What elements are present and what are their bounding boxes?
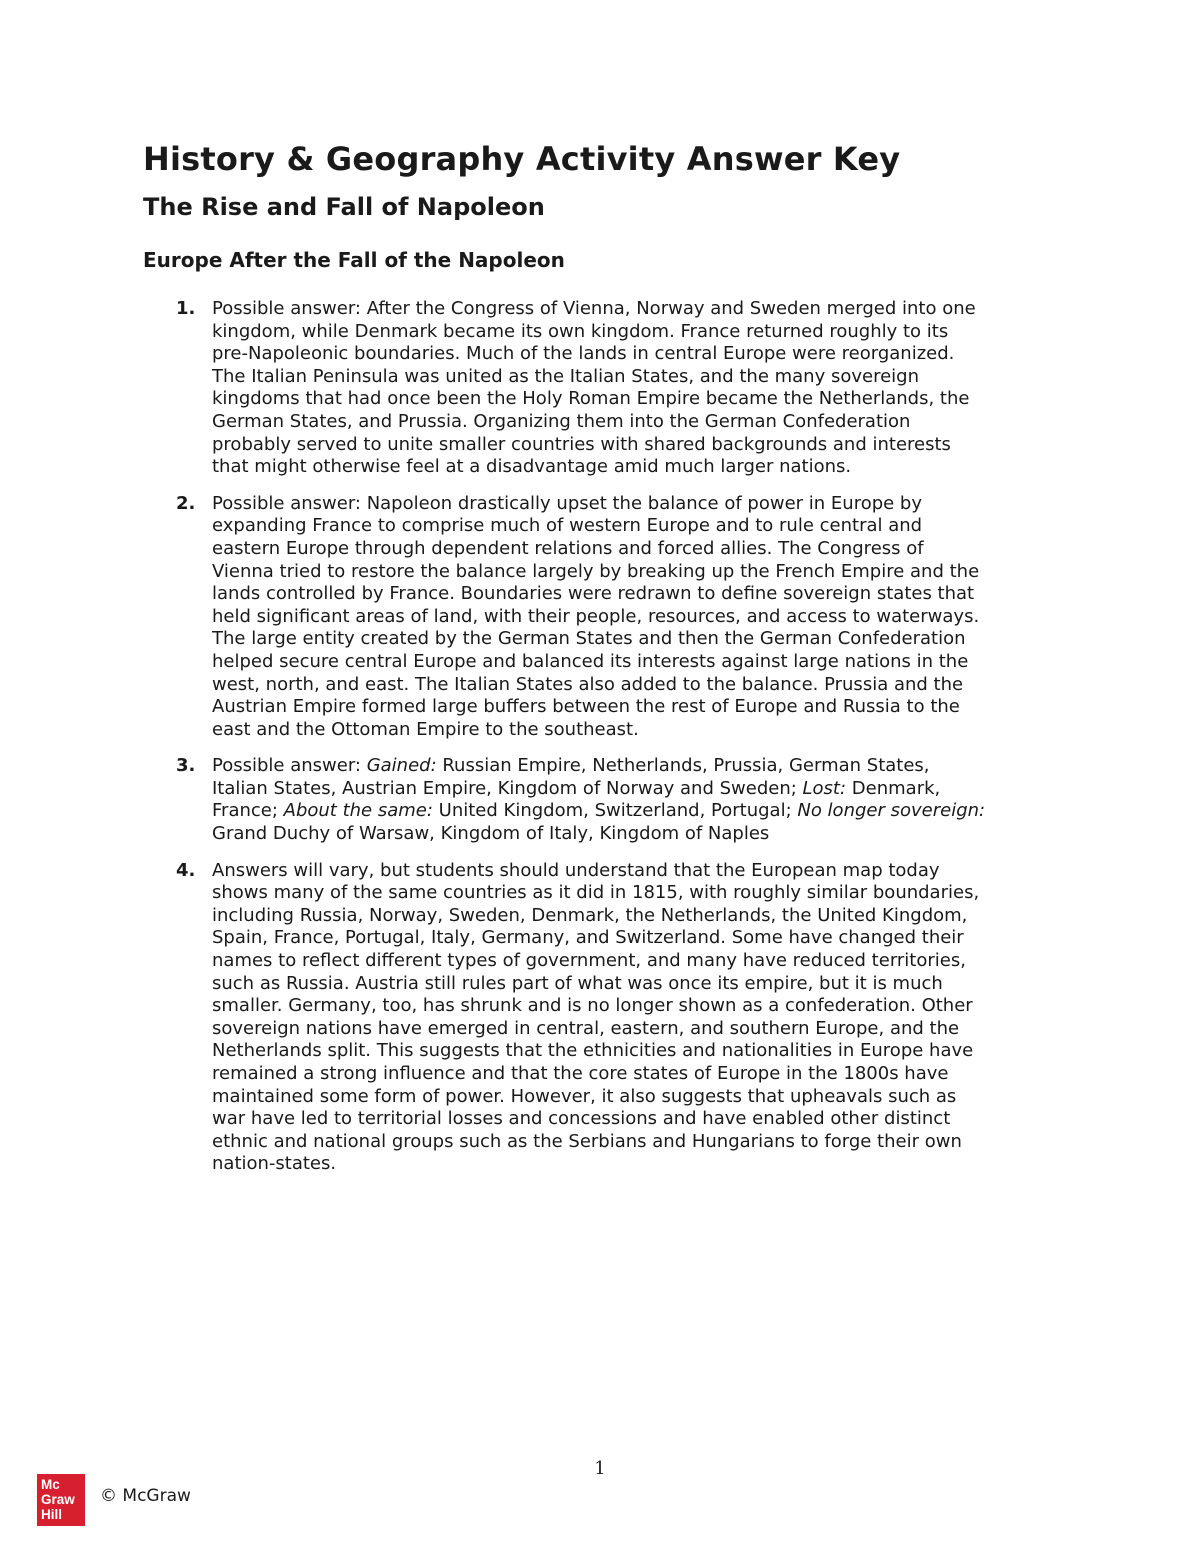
logo-line: Mc bbox=[41, 1477, 60, 1492]
answer-list bbox=[176, 298, 1076, 1190]
section-heading: Europe After the Fall of the Napoleon bbox=[143, 248, 565, 272]
answer-number: 4. bbox=[176, 859, 196, 881]
copyright-notice: © McGraw bbox=[100, 1486, 191, 1506]
page-title: History & Geography Activity Answer Key bbox=[143, 140, 901, 178]
answer-text: Answers will vary, but students should understand that the European map today shows many of the same countries as it did in 1815, with roughly similar boundaries, including Russia, Norway, Sweden, Denmark, the Netherlands, the United Kingdom, Spain, France, Portugal, Italy, Germany, and Switzerland. Some have changed their names to reflect different types of government, and many have reduced territories, such as Russia. Austria still rules part of what was once its empire, but it is much smaller. Germany, too, has shrunk and is no longer shown as a confederation. Other sovereign nations have emerged in central, eastern, and southern Europe, and the Netherlands split. This suggests that the ethnicities and nationalities in Europe have remained a strong influence and that the core states of Europe in the 1800s have maintained some form of power. However, it also suggests that upheavals such as war have led to territorial losses and concessions and have enabled other distinct ethnic and national groups such as the Serbians and Hungarians to forge their own nation-states. bbox=[212, 859, 980, 1175]
answer-number: 1. bbox=[176, 298, 196, 319]
answer-item-3 bbox=[176, 755, 1076, 845]
answer-item-2 bbox=[176, 493, 1076, 742]
answer-text: Possible answer: After the Congress of Vienna, Norway and Sweden merged into one kingdom, while Denmark became its own kingdom. France returned roughly to its pre-Napoleonic boundaries. Much of the lands in central Europe were reorganized. The Italian Peninsula was united as the Italian States, and the many sovereign kingdoms that had once been the Holy Roman Empire became the Netherlands, the German States, and Prussia. Organizing them into the German Confederation probably served to unite smaller countries with shared backgrounds and interests that might otherwise feel at a disadvantage amid much larger nations. bbox=[212, 298, 976, 478]
answer-number: 2. bbox=[176, 492, 196, 514]
no-longer-sovereign-label: No longer sovereign: bbox=[797, 800, 986, 822]
lost-list: Denmark, France; bbox=[212, 777, 941, 822]
answer-item-1 bbox=[176, 298, 1076, 479]
no-longer-sovereign-list: Grand Duchy of Warsaw, Kingdom of Italy, Kingdom of Naples bbox=[212, 823, 770, 845]
page-number: 1 bbox=[594, 1458, 606, 1479]
page-subtitle: The Rise and Fall of Napoleon bbox=[143, 193, 545, 221]
answer-text bbox=[212, 755, 1072, 845]
answer-item-4 bbox=[176, 860, 1076, 1176]
mcgraw-hill-logo bbox=[37, 1474, 85, 1526]
logo-line: Graw bbox=[41, 1492, 75, 1507]
answer-text: Possible answer: Napoleon drastically upset the balance of power in Europe by expanding France to comprise much of western Europe and to rule central and eastern Europe through dependent relations and forced allies. The Congress of Vienna tried to restore the balance largely by breaking up the French Empire and the lands controlled by France. Boundaries were redrawn to define sovereign states that held significant areas of land, with their people, resources, and access to waterways. The large entity created by the German States and then the German Confederation helped secure central Europe and balanced its interests against large nations in the west, north, and east. The Italian States also added to the balance. Prussia and the Austrian Empire formed large buffers between the rest of Europe and Russia to the east and the Ottoman Empire to the southeast. bbox=[212, 492, 980, 740]
same-list: United Kingdom, Switzerland, Portugal; bbox=[432, 800, 798, 822]
gained-label: Gained: bbox=[366, 755, 437, 777]
lost-label: Lost: bbox=[802, 777, 847, 799]
gained-list: Russian Empire, Netherlands, Prussia, German States, Italian States, Austrian Empire, Kingdom of Norway and Sweden; bbox=[212, 755, 930, 799]
answer-intro: Possible answer: bbox=[212, 755, 367, 777]
logo-line: Hill bbox=[41, 1507, 63, 1522]
answer-number: 3. bbox=[176, 755, 196, 777]
same-label: About the same: bbox=[283, 800, 433, 822]
